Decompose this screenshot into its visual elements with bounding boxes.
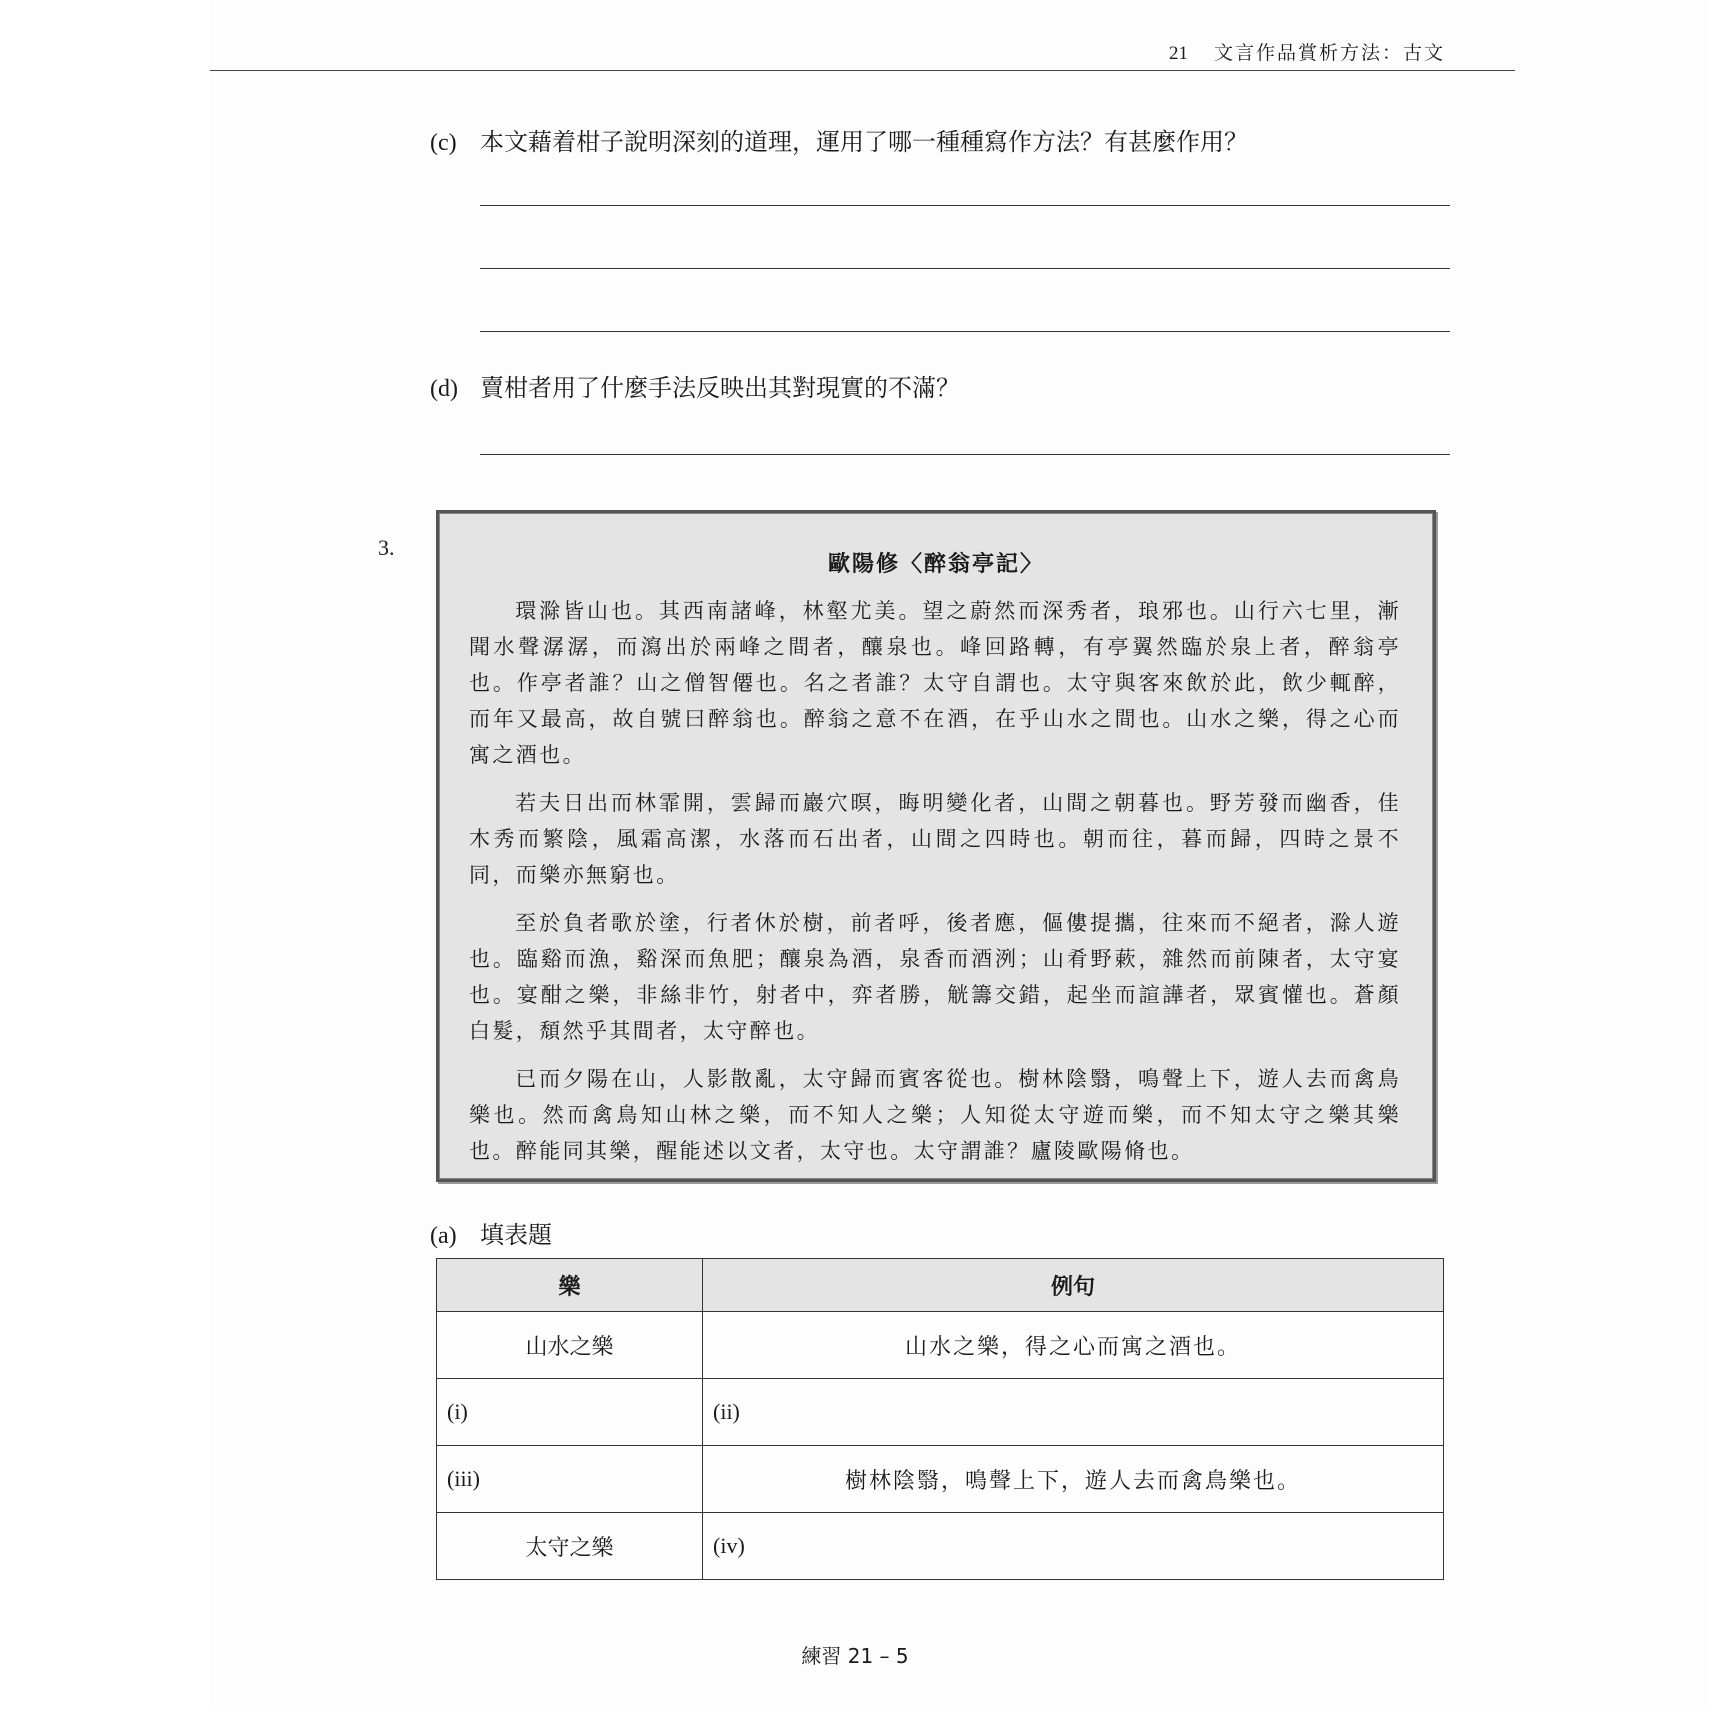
question-label: (d)	[430, 376, 458, 402]
table-cell: 山水之樂，得之心而寓之酒也。	[703, 1312, 1444, 1379]
table-row	[437, 1312, 1444, 1379]
page-footer: 練習 21 – 5	[801, 1644, 909, 1668]
page-header	[210, 34, 1515, 71]
table-blank-cell[interactable]: (iii)	[437, 1446, 703, 1513]
table-cell: 山水之樂	[437, 1312, 703, 1379]
table-blank-cell[interactable]: (ii)	[703, 1379, 1444, 1446]
chapter-title: 文言作品賞析方法：古文	[1213, 42, 1445, 64]
table-row	[437, 1446, 1444, 1513]
passage-paragraph: 至於負者歌於塗，行者休於樹，前者呼，後者應，傴僂提攜，往來而不絕者，滁人遊也。臨谿而漁，谿深而魚肥；釀泉為酒，泉香而酒洌；山肴野蔌，雜然而前陳者，太守宴也。宴酣之樂，非絲非竹，射者中，弈者勝，觥籌交錯，起坐而諠譁者，眾賓懽也。蒼顏白髮，頹然乎其間者，太守醉也。	[469, 911, 1401, 1043]
passage-title: 歐陽修〈醉翁亭記〉	[827, 551, 1044, 577]
page-margin	[0, 0, 210, 1710]
question-text: 填表題	[480, 1221, 552, 1249]
question-text: 本文藉着柑子說明深刻的道理，運用了哪一種種寫作方法？有甚麼作用？	[480, 128, 1248, 156]
question-3-number: 3.	[378, 535, 395, 560]
table-row	[437, 1379, 1444, 1446]
question-label: (a)	[430, 1223, 457, 1249]
table-blank-cell[interactable]: (iv)	[703, 1513, 1444, 1580]
column-header-example: 例句	[703, 1259, 1444, 1312]
passage-paragraph: 若夫日出而林霏開，雲歸而巖穴暝，晦明變化者，山間之朝暮也。野芳發而幽香，佳木秀而繁陰，風霜高潔，水落而石出者，山間之四時也。朝而往，暮而歸，四時之景不同，而樂亦無窮也。	[469, 791, 1401, 887]
table-cell: 太守之樂	[437, 1513, 703, 1580]
answer-line[interactable]	[480, 268, 1450, 269]
question-text: 賣柑者用了什麼手法反映出其對現實的不滿？	[480, 374, 960, 402]
passage-paragraph: 環滁皆山也。其西南諸峰，林壑尤美。望之蔚然而深秀者，琅邪也。山行六七里，漸聞水聲潺潺，而瀉出於兩峰之間者，釀泉也。峰回路轉，有亭翼然臨於泉上者，醉翁亭也。作亭者誰？山之僧智僊也。名之者誰？太守自謂也。太守與客來飲於此，飲少輒醉，而年又最高，故自號曰醉翁也。醉翁之意不在酒，在乎山水之間也。山水之樂，得之心而寓之酒也。	[469, 599, 1401, 767]
question-d	[430, 368, 960, 403]
table-cell: 樹林陰翳，鳴聲上下，遊人去而禽鳥樂也。	[703, 1446, 1444, 1513]
fill-in-table	[436, 1258, 1444, 1580]
passage-paragraph: 已而夕陽在山，人影散亂，太守歸而賓客從也。樹林陰翳，鳴聲上下，遊人去而禽鳥樂也。然而禽鳥知山林之樂，而不知人之樂；人知從太守遊而樂，而不知太守之樂其樂也。醉能同其樂，醒能述以文者，太守也。太守謂誰？廬陵歐陽脩也。	[469, 1067, 1401, 1163]
column-header-joy: 樂	[437, 1259, 703, 1312]
passage-box	[436, 510, 1436, 1182]
answer-line[interactable]	[480, 205, 1450, 206]
table-blank-cell[interactable]: (i)	[437, 1379, 703, 1446]
table-header-row	[437, 1259, 1444, 1312]
answer-line[interactable]	[480, 454, 1450, 455]
passage-body	[469, 593, 1401, 1181]
table-row	[437, 1513, 1444, 1580]
answer-line[interactable]	[480, 331, 1450, 332]
question-3a	[430, 1215, 552, 1250]
header-text	[1169, 38, 1445, 65]
chapter-number: 21	[1168, 43, 1188, 64]
question-c	[430, 122, 1248, 157]
question-label: (c)	[430, 130, 457, 156]
